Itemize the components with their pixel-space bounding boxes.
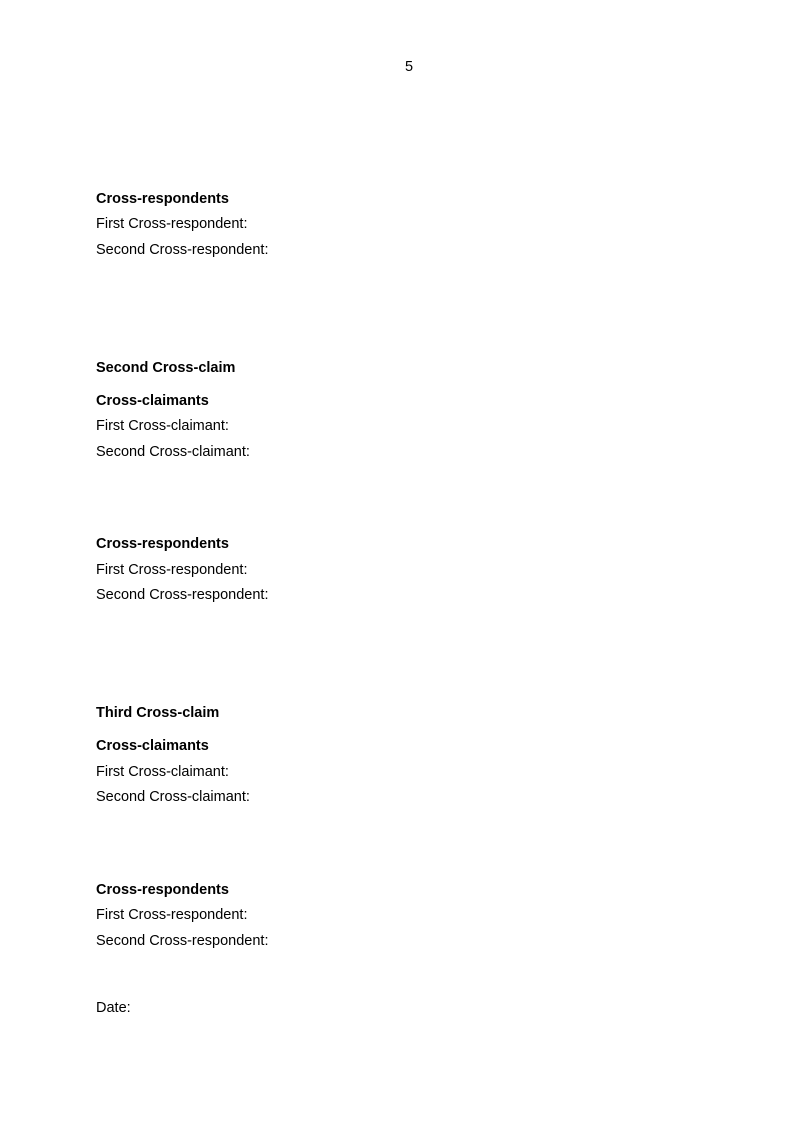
- second-cross-respondent-label: Second Cross-respondent:: [96, 933, 269, 949]
- date-label: Date:: [96, 1000, 131, 1016]
- first-cross-respondent-label: First Cross-respondent:: [96, 562, 248, 578]
- second-cross-claimant-label: Second Cross-claimant:: [96, 444, 250, 460]
- cross-respondents-heading: Cross-respondents: [96, 536, 229, 552]
- first-cross-claimant-label: First Cross-claimant:: [96, 764, 229, 780]
- cross-respondents-heading: Cross-respondents: [96, 191, 229, 207]
- page-number: 5: [404, 59, 414, 75]
- cross-claimants-heading: Cross-claimants: [96, 738, 209, 754]
- first-cross-claimant-label: First Cross-claimant:: [96, 418, 229, 434]
- second-cross-respondent-label: Second Cross-respondent:: [96, 242, 269, 258]
- second-cross-claim-heading: Second Cross-claim: [96, 360, 236, 376]
- cross-claimants-heading: Cross-claimants: [96, 393, 209, 409]
- first-cross-respondent-label: First Cross-respondent:: [96, 907, 248, 923]
- second-cross-respondent-label: Second Cross-respondent:: [96, 587, 269, 603]
- cross-respondents-heading: Cross-respondents: [96, 882, 229, 898]
- second-cross-claimant-label: Second Cross-claimant:: [96, 789, 250, 805]
- first-cross-respondent-label: First Cross-respondent:: [96, 216, 248, 232]
- third-cross-claim-heading: Third Cross-claim: [96, 705, 220, 721]
